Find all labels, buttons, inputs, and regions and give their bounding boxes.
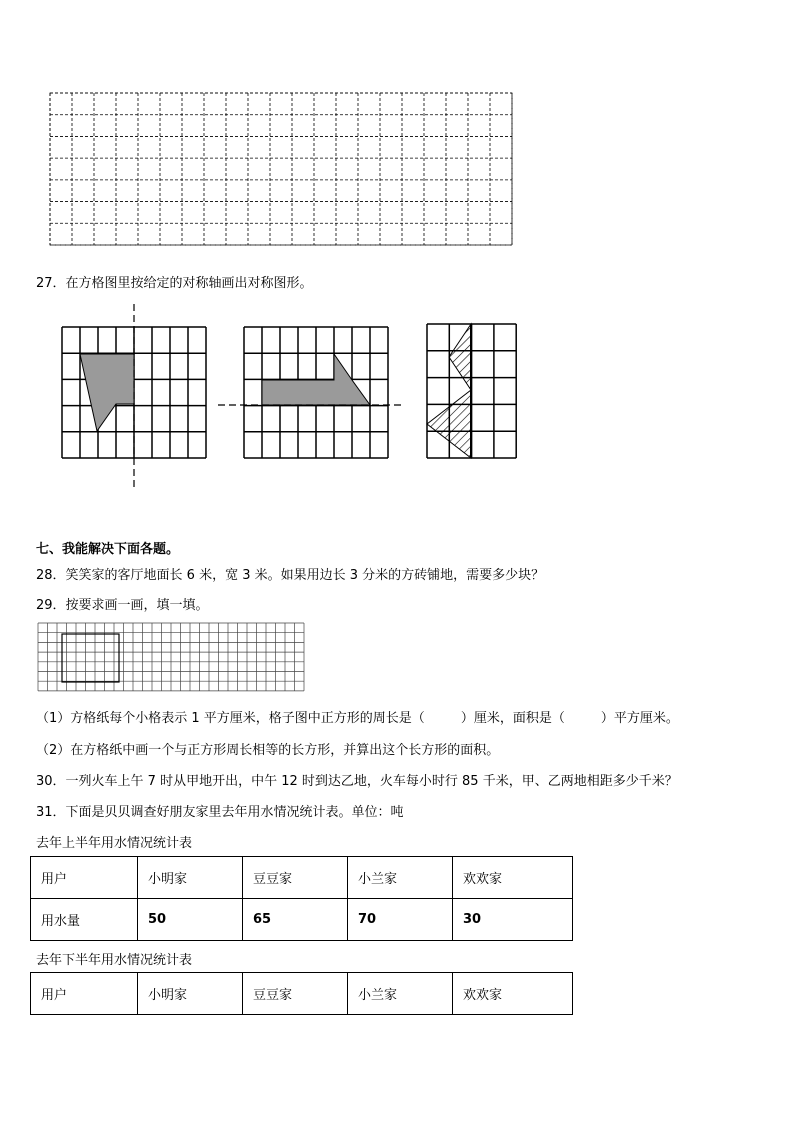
question-27: 27．在方格图里按给定的对称轴画出对称图形。 xyxy=(36,276,313,291)
table-2-title: 去年下半年用水情况统计表 xyxy=(36,953,193,968)
question-29: 29．按要求画一画，填一填。 xyxy=(36,598,209,613)
table-row: 用水量 50 65 70 30 xyxy=(31,899,573,941)
question-31: 31．下面是贝贝调查好朋友家里去年用水情况统计表。单位：吨 xyxy=(36,805,404,820)
table-1 xyxy=(30,856,573,941)
question-30: 30．一列火车上午 7 时从甲地开出，中午 12 时到达乙地，火车每小时行 85 千米，甲、乙两地相距多少千米？ xyxy=(36,774,678,789)
question-29-part-2: （2）在方格纸中画一个与正方形周长相等的长方形，并算出这个长方形的面积。 xyxy=(36,743,500,758)
question-28: 28．笑笑家的客厅地面长 6 米，宽 3 米。如果用边长 3 分米的方砖铺地，需要多少块？ xyxy=(36,568,545,583)
table-row: 用户 小明家 豆豆家 小兰家 欢欢家 xyxy=(31,857,573,899)
table-1-title: 去年上半年用水情况统计表 xyxy=(36,836,193,851)
section-7-heading: 七、我能解决下面各题。 xyxy=(36,542,180,557)
table-row: 用户 小明家 豆豆家 小兰家 欢欢家 xyxy=(31,973,573,1015)
question-29-part-1: （1）方格纸每个小格表示 1 平方厘米，格子图中正方形的周长是（ ）厘米，面积是（ ）平方厘米。 xyxy=(36,711,679,726)
given-square xyxy=(62,634,119,682)
table-2 xyxy=(30,972,573,1015)
